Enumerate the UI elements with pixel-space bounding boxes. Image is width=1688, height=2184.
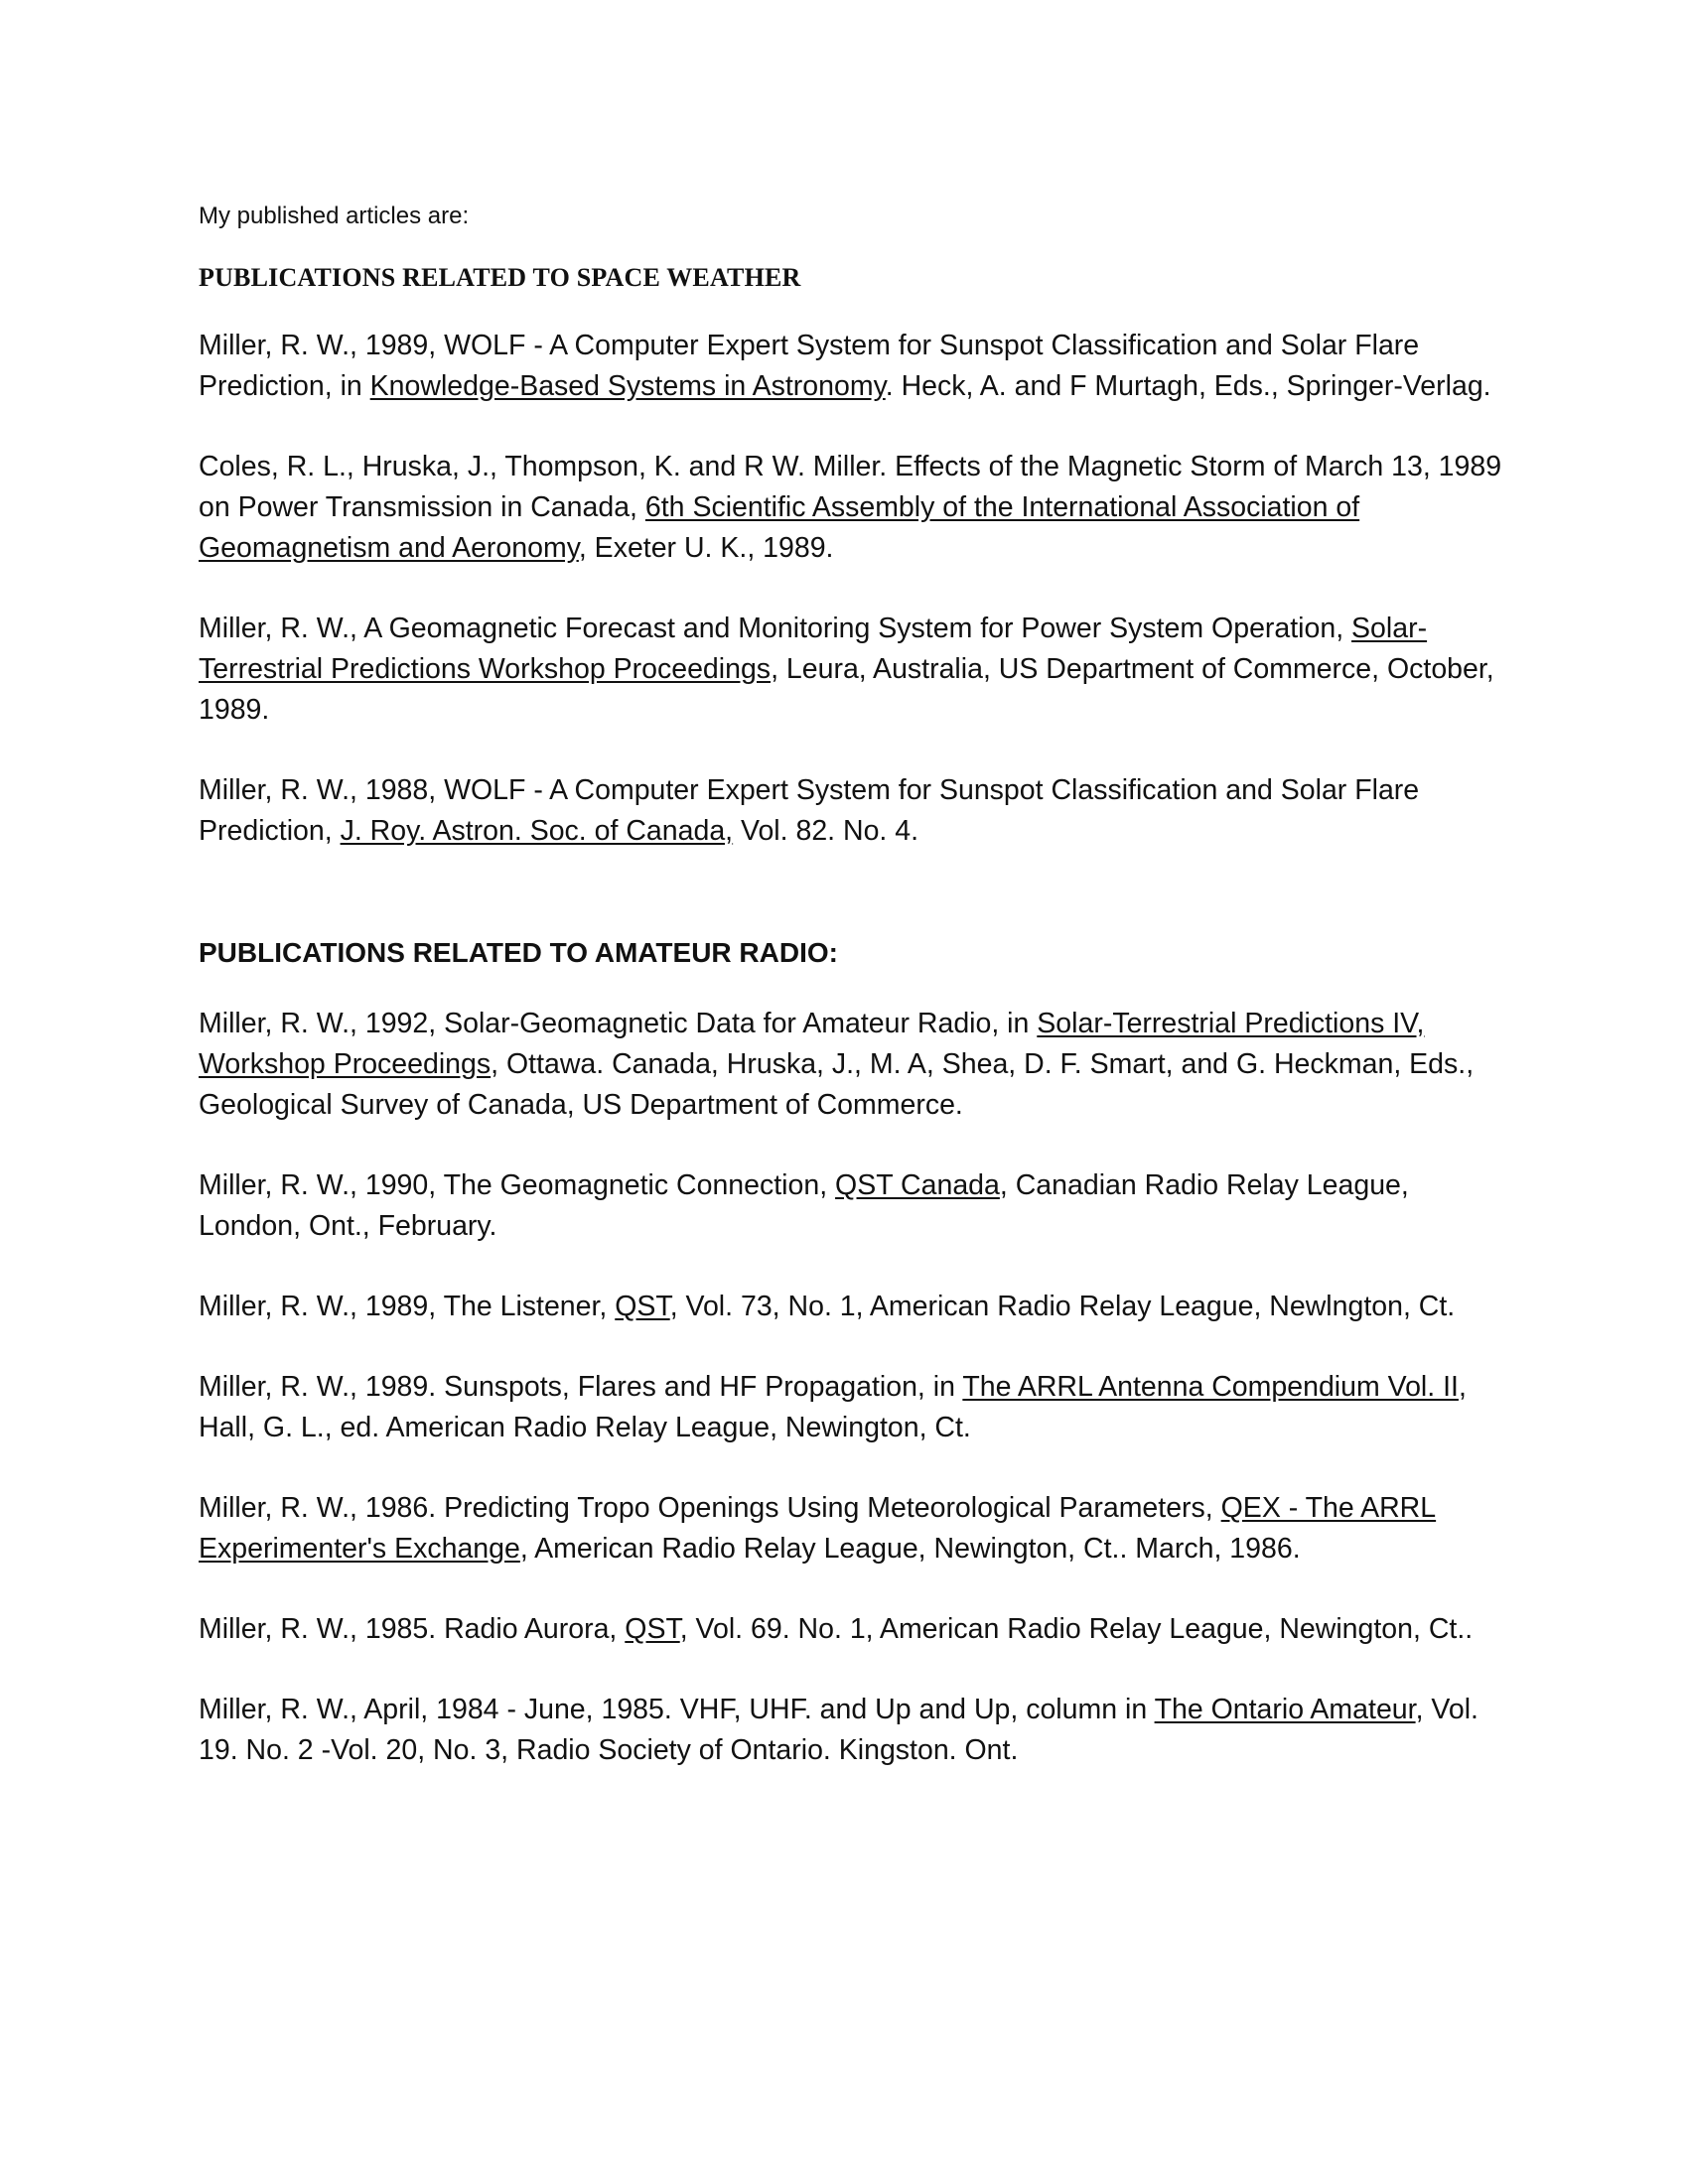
publication-title: Solar-Terrestrial Predictions Workshop Proceedings xyxy=(199,613,1428,685)
entry-text: . Heck, A. and F Murtagh, Eds., Springer-Verlag. xyxy=(885,370,1491,402)
publication-entry xyxy=(199,447,1509,569)
entry-text: , Leura, Australia, US Department of Commerce, October, 1989. xyxy=(199,653,1494,726)
publication-title: QST xyxy=(625,1613,680,1645)
entry-text: Miller, R. W., 1986. Predicting Tropo Openings Using Meteorological Parameters, xyxy=(199,1492,1221,1524)
entry-text: Miller, R. W., 1989, The Listener, xyxy=(199,1291,616,1322)
section-heading: PUBLICATIONS RELATED TO AMATEUR RADIO: xyxy=(199,937,838,968)
publication-entry xyxy=(199,1609,1509,1650)
publication-title: Knowledge-Based Systems in Astronomy xyxy=(369,370,886,402)
entry-text: , Canadian Radio Relay League, London, Ont., February. xyxy=(199,1169,1409,1242)
section-heading: PUBLICATIONS RELATED TO SPACE WEATHER xyxy=(199,263,801,292)
publication-entry xyxy=(199,1287,1509,1327)
publication-entry xyxy=(199,326,1509,407)
entry-text: , Exeter U. K., 1989. xyxy=(578,532,834,564)
section-spacer xyxy=(199,891,1509,933)
entry-text: Miller, R. W., 1985. Radio Aurora, xyxy=(199,1613,626,1645)
entry-text: Vol. 82. No. 4. xyxy=(733,815,919,847)
entry-text: Miller, R. W., 1992, Solar-Geomagnetic Data for Amateur Radio, in xyxy=(199,1008,1038,1039)
entry-text: , Ottawa. Canada, Hruska, J., M. A, Shea, D. F. Smart, and G. Heckman, Eds., Geological Survey of Canada, US Department of Commerce. xyxy=(199,1048,1475,1121)
entry-text: Miller, R. W., 1988, WOLF - A Computer Expert System for Sunspot Classification and Solar Flare Prediction, xyxy=(199,774,1420,847)
publication-title: The ARRL Antenna Compendium Vol. II xyxy=(962,1371,1459,1403)
publication-entry xyxy=(199,1690,1509,1771)
publication-entry xyxy=(199,1004,1509,1126)
entry-text: Miller, R. W., 1989. Sunspots, Flares and HF Propagation, in xyxy=(199,1371,963,1403)
publication-title: 6th Scientific Assembly of the International Association of Geomagnetism and Aeronomy xyxy=(199,491,1360,564)
entry-text: Miller, R. W., A Geomagnetic Forecast and Monitoring System for Power System Operation, xyxy=(199,613,1352,644)
section-amateur-radio xyxy=(199,933,1509,1771)
entry-text: , Vol. 19. No. 2 -Vol. 20, No. 3, Radio Society of Ontario. Kingston. Ont. xyxy=(199,1694,1478,1766)
publication-entry xyxy=(199,770,1509,852)
publication-entry xyxy=(199,1165,1509,1247)
entry-text: Coles, R. L., Hruska, J., Thompson, K. and R W. Miller. Effects of the Magnetic Storm of March 13, 1989 on Power Transmission in Canada, xyxy=(199,451,1502,523)
entry-text: , Vol. 73, No. 1, American Radio Relay League, Newlngton, Ct. xyxy=(669,1291,1456,1322)
intro-text: My published articles are: xyxy=(199,203,470,229)
publication-entry xyxy=(199,1488,1509,1570)
entry-text: Miller, R. W., April, 1984 - June, 1985. VHF, UHF. and Up and Up, column in xyxy=(199,1694,1155,1725)
entry-text: Miller, R. W., 1989, WOLF - A Computer Expert System for Sunspot Classification and Solar Flare Prediction, in xyxy=(199,330,1420,402)
publication-entry xyxy=(199,609,1509,731)
entry-text: , Vol. 69. No. 1, American Radio Relay League, Newington, Ct.. xyxy=(679,1613,1474,1645)
entry-text: Miller, R. W., 1990, The Geomagnetic Connection, xyxy=(199,1169,836,1201)
section-space-weather xyxy=(199,258,1509,852)
document-page xyxy=(199,197,1509,1811)
entry-text: , American Radio Relay League, Newington, Ct.. March, 1986. xyxy=(519,1533,1301,1565)
publication-entry xyxy=(199,1367,1509,1448)
entry-text: , Hall, G. L., ed. American Radio Relay League, Newington, Ct. xyxy=(199,1371,1467,1443)
publication-title: QST Canada xyxy=(835,1169,1000,1201)
publication-title: QST xyxy=(615,1291,670,1322)
publication-title: QEX - The ARRL Experimenter's Exchange xyxy=(199,1492,1437,1565)
publication-title: The Ontario Amateur xyxy=(1154,1694,1416,1725)
publication-title: J. Roy. Astron. Soc. of Canada, xyxy=(340,815,734,847)
publication-title: Solar-Terrestrial Predictions IV, Workshop Proceedings xyxy=(199,1008,1425,1080)
